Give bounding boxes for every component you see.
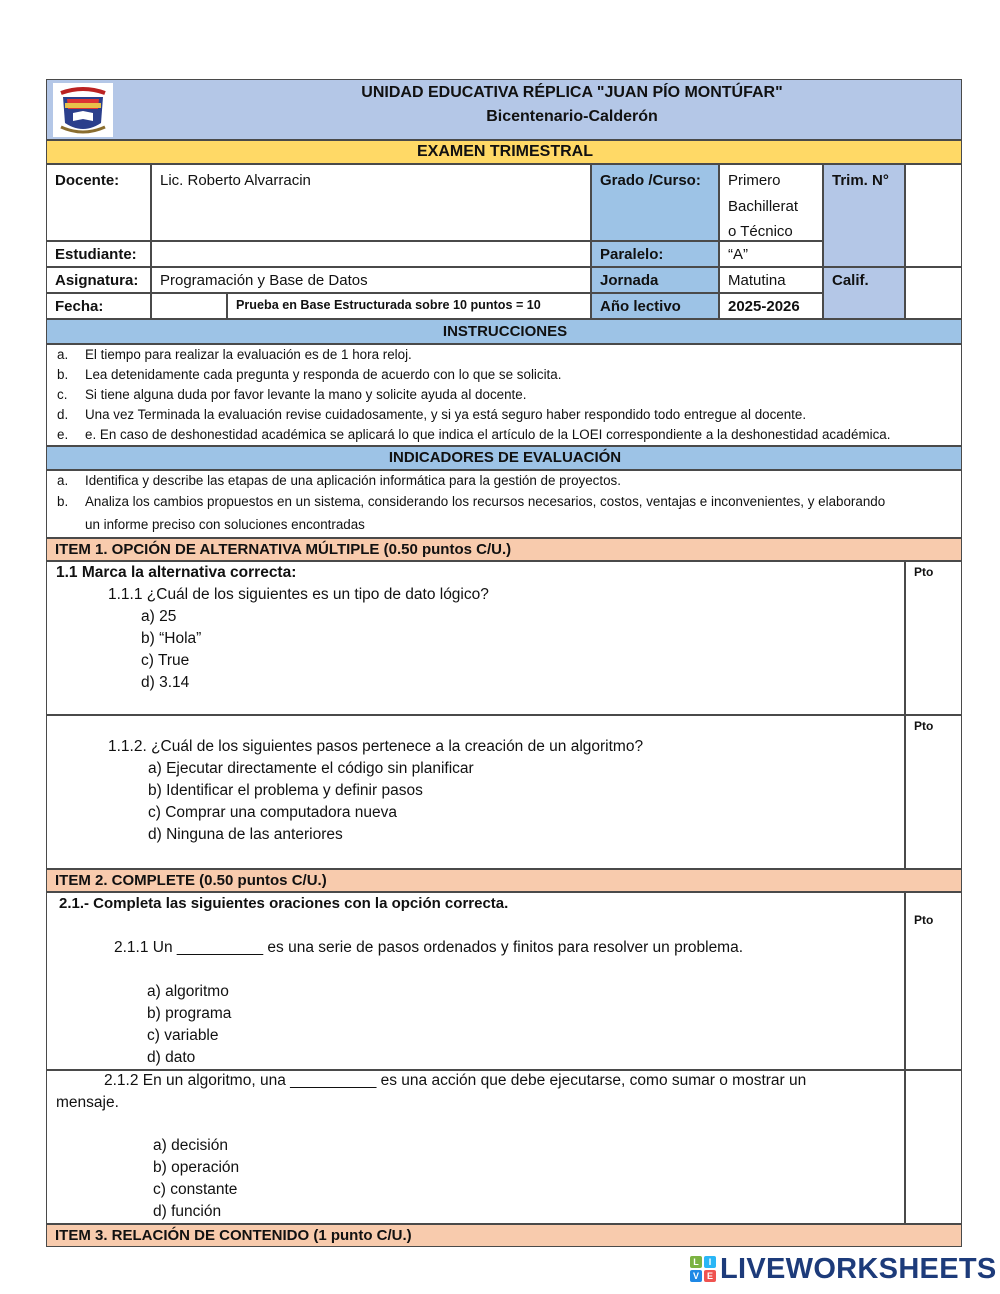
- paralelo-value: “A”: [728, 246, 748, 263]
- grado-label-cell: [591, 164, 719, 241]
- calif-label-cell: [823, 267, 905, 319]
- school-header: [46, 79, 962, 140]
- trim-value-cell[interactable]: [905, 164, 962, 267]
- grado-value: Primero Bachillerat o Técnico: [728, 172, 799, 240]
- trim-label: Trim. N°: [832, 172, 889, 189]
- instruction-item: Si tiene alguna duda por favor levante la mano y solicite ayuda al docente.: [85, 387, 527, 402]
- option-a[interactable]: a) Ejecutar directamente el código sin planificar: [148, 760, 474, 777]
- liveworksheets-logo-icon: L I V E: [690, 1256, 716, 1282]
- question-1-1-1: [46, 561, 905, 715]
- option-d[interactable]: d) Ninguna de las anteriores: [148, 826, 343, 843]
- liveworksheets-wordmark: LIVEWORKSHEETS: [720, 1252, 997, 1285]
- fecha-label-cell: [46, 293, 151, 319]
- indicators-header: [46, 446, 962, 470]
- item1-subtitle: 1.1 Marca la alternativa correcta:: [56, 564, 297, 581]
- paralelo-value-cell: [719, 241, 823, 267]
- instruction-item: El tiempo para realizar la evaluación es de 1 hora reloj.: [85, 347, 412, 362]
- option-b[interactable]: b) Identificar el problema y definir pasos: [148, 782, 423, 799]
- indicator-item-continued: un informe preciso con soluciones encontradas: [85, 517, 365, 532]
- liveworksheets-watermark: [690, 1254, 997, 1284]
- item2-header: [46, 869, 962, 892]
- asignatura-label-cell: [46, 267, 151, 293]
- calif-label: Calif.: [832, 272, 869, 289]
- pto-label: Pto: [914, 913, 934, 927]
- item2-title: ITEM 2. COMPLETE (0.50 puntos C/U.): [55, 872, 327, 889]
- question-text: 1.1.2. ¿Cuál de los siguientes pasos pertenece a la creación de un algoritmo?: [108, 738, 644, 755]
- instructions-list: a. El tiempo para realizar la evaluación es de 1 hora reloj. b. Lea detenidamente cada pregunta y responda de acuerdo con lo que se solicita. c. Si tiene alguna duda por favor levante la mano y solicite ayuda al docente. d. Una vez Terminada la evaluación revise cuidadosamente, y si ya está seguro haber respondido todo entregue al docente. e. e. En caso de deshonestidad académica se aplicará lo que indica el artículo de la LOEI correspondiente a la deshonestidad académica.: [46, 344, 962, 446]
- prueba-cell: [227, 293, 591, 319]
- jornada-label-cell: [591, 267, 719, 293]
- docente-value: Lic. Roberto Alvarracin: [160, 172, 311, 189]
- score-cell[interactable]: [905, 892, 962, 1070]
- option-c[interactable]: c) True: [141, 652, 190, 669]
- option-a[interactable]: a) decisión: [153, 1137, 228, 1154]
- item1-header: [46, 538, 962, 561]
- instruction-item: Lea detenidamente cada pregunta y responda de acuerdo con lo que se solicita.: [85, 367, 562, 382]
- prueba-text: Prueba en Base Estructurada sobre 10 puntos = 10: [236, 298, 541, 312]
- score-cell[interactable]: [905, 715, 962, 869]
- anio-value: 2025-2026: [728, 298, 800, 315]
- option-b[interactable]: b) programa: [147, 1005, 232, 1022]
- pto-label: Pto: [914, 719, 934, 733]
- option-b[interactable]: b) “Hola”: [141, 630, 202, 647]
- question-2-1-1: [46, 892, 905, 1070]
- question-1-1-2: [46, 715, 905, 869]
- instructions-header: [46, 319, 962, 344]
- option-c[interactable]: c) variable: [147, 1027, 219, 1044]
- school-name: UNIDAD EDUCATIVA RÉPLICA "JUAN PÍO MONTÚFAR": [361, 84, 783, 101]
- option-d[interactable]: d) dato: [147, 1049, 196, 1066]
- indicator-item: Identifica y describe las etapas de una aplicación informática para la gestión de proyectos.: [85, 473, 621, 488]
- item1-title: ITEM 1. OPCIÓN DE ALTERNATIVA MÚLTIPLE (0.50 puntos C/U.): [55, 541, 512, 558]
- indicators-title: INDICADORES DE EVALUACIÓN: [388, 449, 622, 466]
- option-d[interactable]: d) función: [153, 1203, 222, 1220]
- calif-value-cell[interactable]: [905, 267, 962, 319]
- instructions-title: INSTRUCCIONES: [442, 323, 568, 340]
- option-c[interactable]: c) Comprar una computadora nueva: [148, 804, 397, 821]
- option-b[interactable]: b) operación: [153, 1159, 240, 1176]
- score-cell[interactable]: [905, 561, 962, 715]
- exam-title: EXAMEN TRIMESTRAL: [417, 143, 593, 160]
- trim-label-cell: [823, 164, 905, 267]
- pto-label: Pto: [914, 565, 934, 579]
- fecha-input-cell[interactable]: [151, 293, 227, 319]
- instruction-item: Una vez Terminada la evaluación revise cuidadosamente, y si ya está seguro haber respondido todo entregue al docente.: [85, 407, 807, 422]
- indicators-list: a. Identifica y describe las etapas de una aplicación informática para la gestión de proyectos. b. Analiza los cambios propuestos en un sistema, considerando los recursos necesarios, costos, ventajas e inconvenientes, y elaborando un informe preciso con soluciones encontradas: [46, 470, 962, 538]
- score-cell[interactable]: [905, 1070, 962, 1224]
- asignatura-value: Programación y Base de Datos: [160, 272, 368, 289]
- item3-header: [46, 1224, 962, 1247]
- school-location: Bicentenario-Calderón: [486, 108, 658, 125]
- estudiante-label: Estudiante:: [55, 246, 137, 263]
- option-a[interactable]: a) 25: [141, 608, 177, 625]
- exam-title-bar: [46, 140, 962, 164]
- jornada-value-cell: [719, 267, 823, 293]
- fecha-label: Fecha:: [55, 298, 104, 315]
- indicator-item: Analiza los cambios propuestos en un sistema, considerando los recursos necesarios, costos, ventajas e inconvenientes, y elaborando: [85, 494, 886, 509]
- estudiante-label-cell: [46, 241, 151, 267]
- question-text: 1.1.1 ¿Cuál de los siguientes es un tipo de dato lógico?: [108, 586, 489, 603]
- item3-title: ITEM 3. RELACIÓN DE CONTENIDO (1 punto C/U.): [55, 1227, 412, 1244]
- question-text: 2.1.2 En un algoritmo, una __________ es una acción que debe ejecutarse, como sumar o mostrar un: [104, 1072, 807, 1089]
- paralelo-label: Paralelo:: [600, 246, 664, 263]
- estudiante-input-cell[interactable]: [151, 241, 591, 267]
- anio-value-cell: [719, 293, 823, 319]
- asignatura-label: Asignatura:: [55, 272, 139, 289]
- jornada-value: Matutina: [728, 272, 786, 289]
- question-text: 2.1.1 Un __________ es una serie de pasos ordenados y finitos para resolver un problema.: [114, 939, 744, 956]
- anio-label: Año lectivo: [600, 298, 681, 315]
- docente-label-cell: [46, 164, 151, 241]
- item2-subtitle: 2.1.- Completa las siguientes oraciones con la opción correcta.: [59, 895, 509, 912]
- docente-value-cell: [151, 164, 591, 241]
- instruction-item: e. En caso de deshonestidad académica se aplicará lo que indica el artículo de la LOEI correspondiente a la deshonestidad académica.: [85, 427, 891, 442]
- grado-label: Grado /Curso:: [600, 172, 701, 189]
- option-c[interactable]: c) constante: [153, 1181, 238, 1198]
- question-text-continued: mensaje.: [56, 1094, 119, 1111]
- option-d[interactable]: d) 3.14: [141, 674, 190, 691]
- jornada-label: Jornada: [600, 272, 659, 289]
- asignatura-value-cell: [151, 267, 591, 293]
- anio-label-cell: [591, 293, 719, 319]
- grado-value-cell: [719, 164, 823, 241]
- option-a[interactable]: a) algoritmo: [147, 983, 229, 1000]
- paralelo-label-cell: [591, 241, 719, 267]
- question-2-1-2: [46, 1070, 905, 1224]
- docente-label: Docente:: [55, 172, 120, 189]
